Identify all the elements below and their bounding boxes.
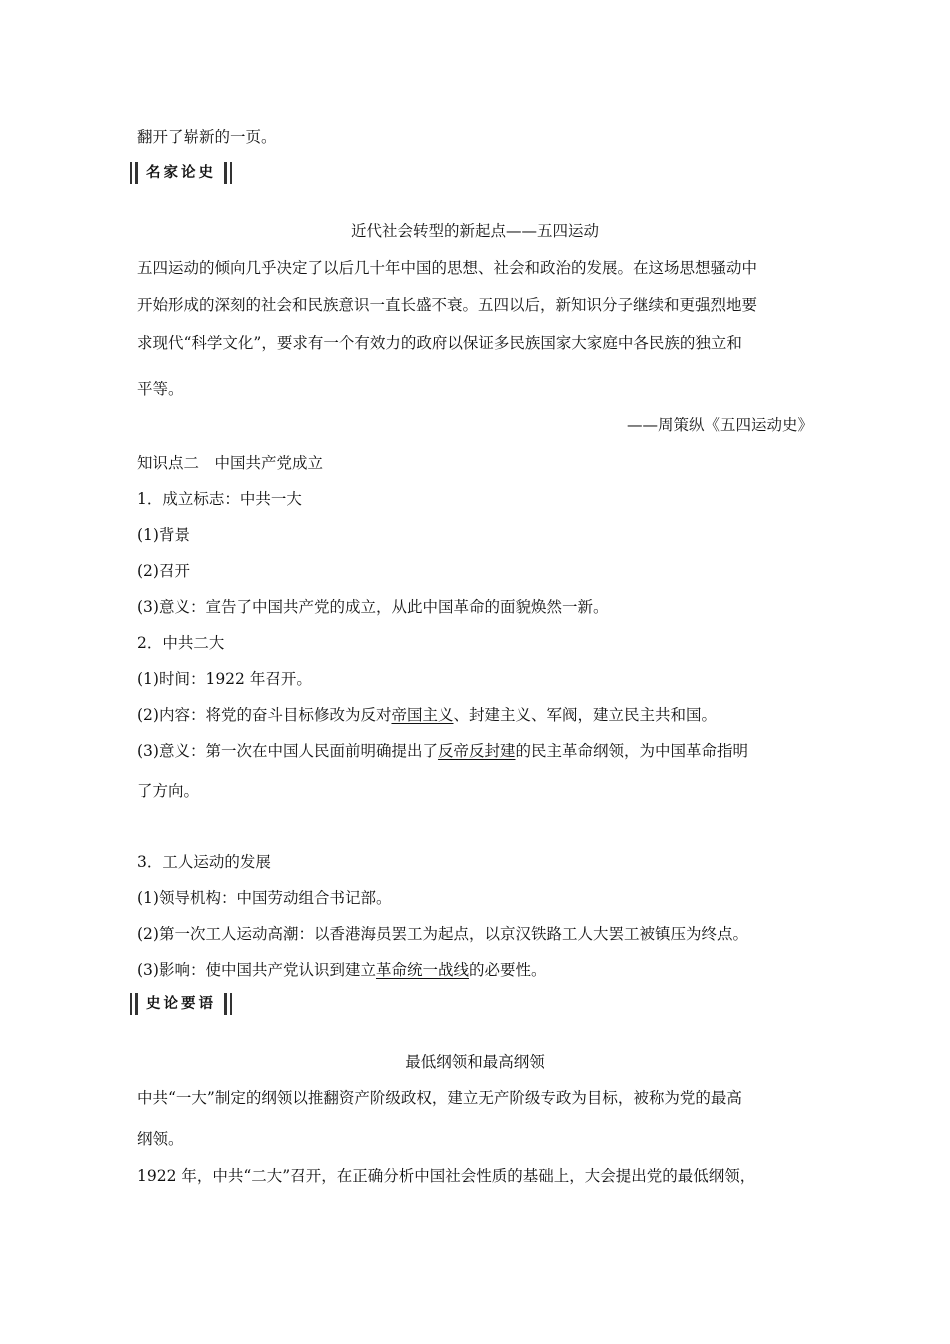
list-item bbox=[137, 741, 748, 761]
text-segment: 、封建主义、军阀，建立民主共和国。 bbox=[453, 706, 717, 724]
underlined-term: 帝国主义 bbox=[391, 706, 454, 724]
citation-source: ——周策纵《五四运动史》 bbox=[626, 416, 813, 434]
section-tag-history-key-points: 史论要语 bbox=[135, 993, 227, 1015]
paragraph-line: 了方向。 bbox=[137, 782, 200, 800]
essay-title: 最低纲领和最高纲领 bbox=[405, 1053, 545, 1071]
paragraph-line: 1922 年，中共“二大”召开，在正确分析中国社会性质的基础上，大会提出党的最低纲领， bbox=[137, 1167, 756, 1185]
list-item: 1．成立标志：中共一大 bbox=[137, 490, 302, 508]
text-segment: (3)意义：第一次在中国人民面前明确提出了 bbox=[137, 742, 438, 760]
text-segment: (2)内容：将党的奋斗目标修改为反对 bbox=[137, 706, 392, 724]
list-item: (1)领导机构：中国劳动组合书记部。 bbox=[137, 889, 392, 907]
section-tag-famous-historians: 名家论史 bbox=[135, 162, 227, 184]
list-item: (2)召开 bbox=[137, 562, 190, 580]
paragraph-line: 中共“一大”制定的纲领以推翻资产阶级政权，建立无产阶级专政为目标，被称为党的最高 bbox=[137, 1089, 742, 1107]
paragraph-line: 求现代“科学文化”，要求有一个有效力的政府以保证多民族国家大家庭中各民族的独立和 bbox=[137, 334, 742, 352]
paragraph-line: 纲领。 bbox=[137, 1130, 184, 1148]
list-item: (1)背景 bbox=[137, 526, 190, 544]
list-item bbox=[137, 705, 717, 725]
essay-title: 近代社会转型的新起点——五四运动 bbox=[350, 222, 599, 240]
list-item: 3．工人运动的发展 bbox=[137, 853, 271, 871]
text-segment: 的必要性。 bbox=[468, 961, 547, 979]
text-segment: (3)影响：使中国共产党认识到建立 bbox=[137, 961, 376, 979]
underlined-term: 反帝反封建 bbox=[437, 742, 516, 760]
paragraph-line: 平等。 bbox=[137, 380, 184, 398]
paragraph-line: 五四运动的倾向几乎决定了以后几十年中国的思想、社会和政治的发展。在这场思想骚动中 bbox=[137, 259, 758, 277]
list-item: (2)第一次工人运动高潮：以香港海员罢工为起点，以京汉铁路工人大罢工被镇压为终点。 bbox=[137, 925, 748, 943]
underlined-term: 革命统一战线 bbox=[375, 961, 469, 979]
paragraph-line: 开始形成的深刻的社会和民族意识一直长盛不衰。五四以后，新知识分子继续和更强烈地要 bbox=[137, 296, 758, 314]
text-segment: 的民主革命纲领，为中国革命指明 bbox=[515, 742, 748, 760]
list-item bbox=[137, 960, 547, 980]
list-item: (1)时间：1922 年召开。 bbox=[137, 670, 312, 688]
knowledge-point-heading: 知识点二 中国共产党成立 bbox=[137, 454, 324, 472]
list-item: (3)意义：宣告了中国共产党的成立，从此中国革命的面貌焕然一新。 bbox=[137, 598, 609, 616]
list-item: 2．中共二大 bbox=[137, 634, 225, 652]
paragraph-line: 翻开了崭新的一页。 bbox=[137, 128, 277, 146]
